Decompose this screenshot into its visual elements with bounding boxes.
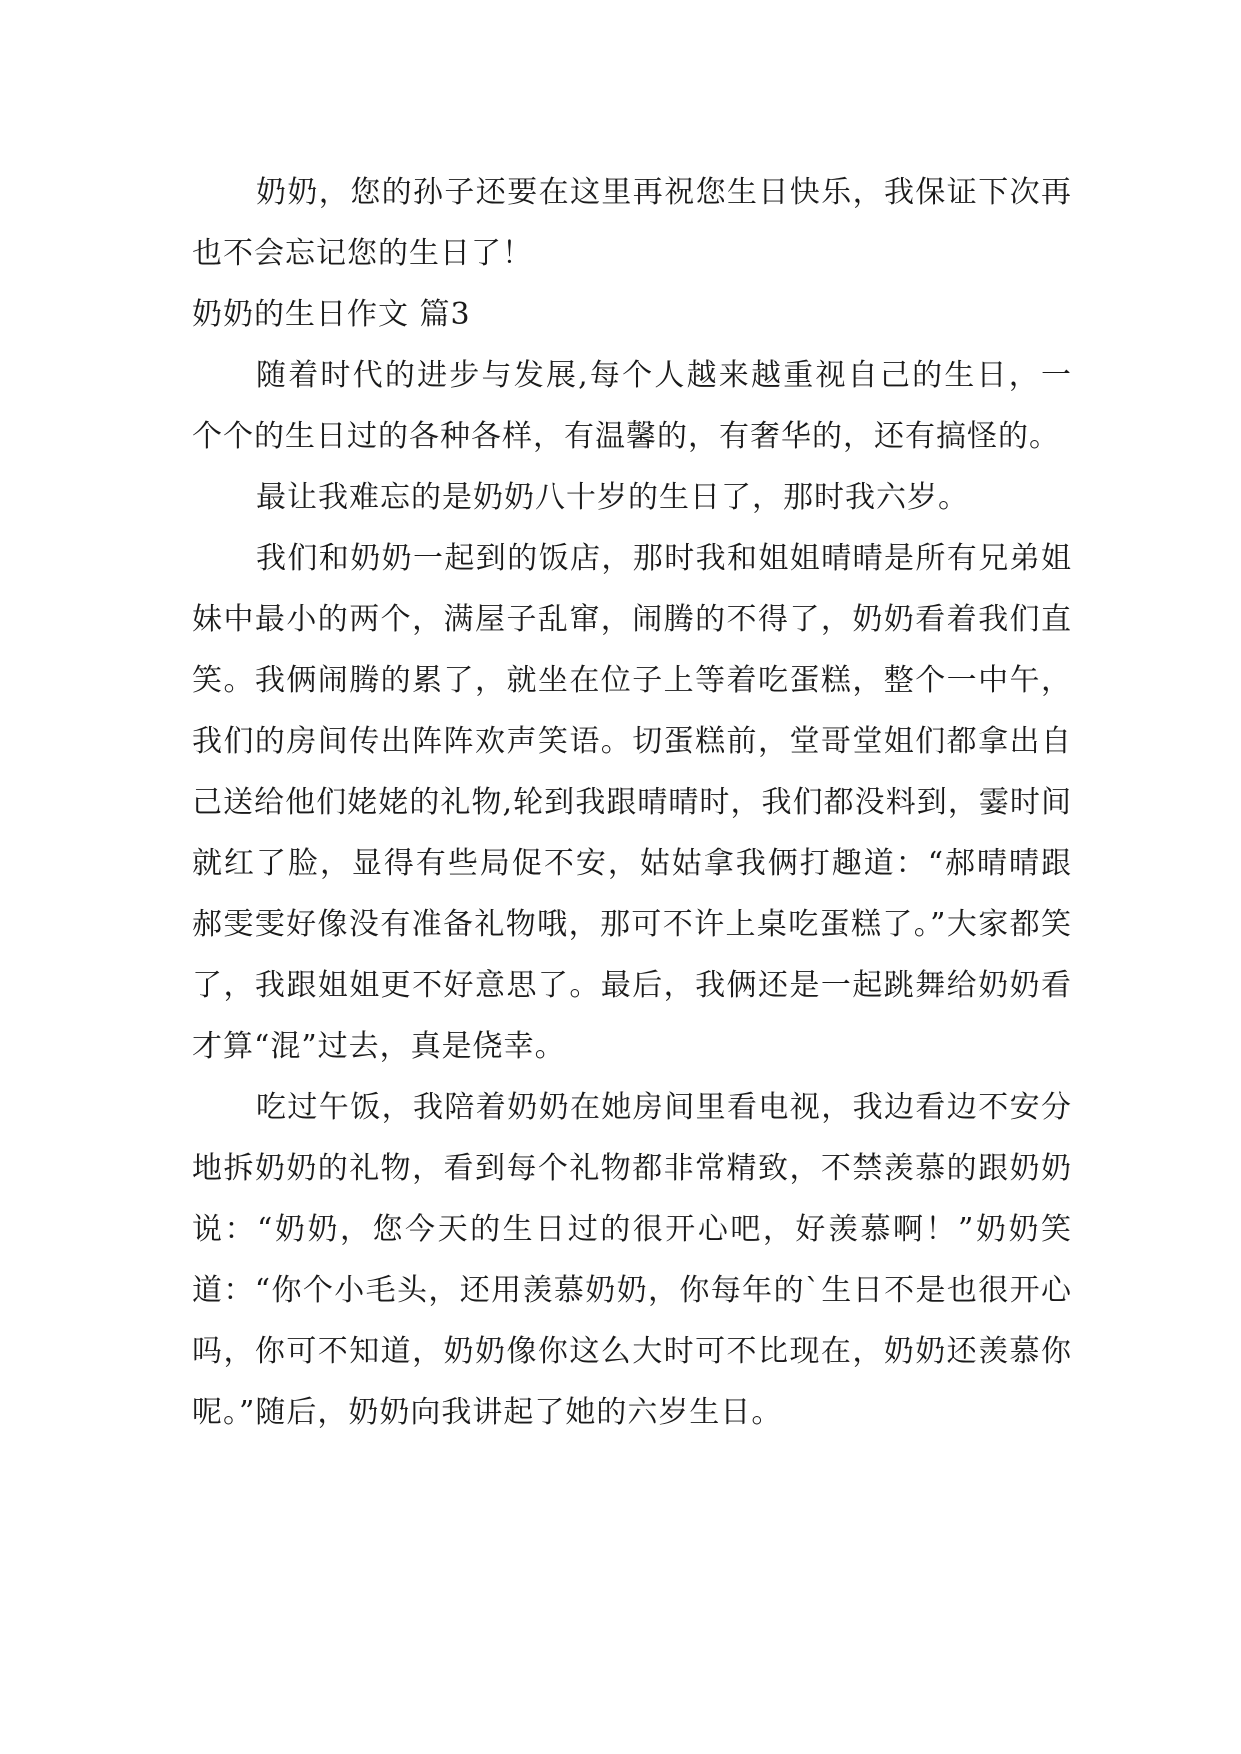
paragraph-closing-wish: 奶奶，您的孙子还要在这里再祝您生日快乐，我保证下次再也不会忘记您的生日了！ (192, 175, 1072, 271)
paragraph-after-lunch: 吃过午饭，我陪着奶奶在她房间里看电视，我边看边不安分地拆奶奶的礼物，看到每个礼物都非常精致，不禁羡慕的跟奶奶说：“奶奶，您今天的生日过的很开心吧，好羡慕啊！”奶奶笑道：“你个小毛头，还用羡慕奶奶，你每年的`生日不是也很开心吗，你可不知道，奶奶像你这么大时可不比现在，奶奶还羡慕你呢。”随后，奶奶向我讲起了她的六岁生日。 (192, 1090, 1072, 1430)
section-heading: 奶奶的生日作文 篇3 (192, 297, 471, 332)
paragraph-intro: 随着时代的进步与发展,每个人越来越重视自己的生日，一个个的生日过的各种各样，有温馨的，有奢华的，还有搞怪的。 (192, 358, 1072, 454)
document-body (192, 162, 1072, 1443)
paragraph-memorable-birthday: 最让我难忘的是奶奶八十岁的生日了，那时我六岁。 (256, 480, 969, 515)
paragraph-restaurant: 我们和奶奶一起到的饭店，那时我和姐姐晴晴是所有兄弟姐妹中最小的两个，满屋子乱窜，闹腾的不得了，奶奶看着我们直笑。我俩闹腾的累了，就坐在位子上等着吃蛋糕，整个一中午，我们的房间传出阵阵欢声笑语。切蛋糕前，堂哥堂姐们都拿出自己送给他们姥姥的礼物,轮到我跟晴晴时，我们都没料到，霎时间就红了脸，显得有些局促不安，姑姑拿我俩打趣道：“郝晴晴跟郝雯雯好像没有准备礼物哦，那可不许上桌吃蛋糕了。”大家都笑了，我跟姐姐更不好意思了。最后，我俩还是一起跳舞给奶奶看才算“混”过去，真是侥幸。 (192, 541, 1072, 1064)
